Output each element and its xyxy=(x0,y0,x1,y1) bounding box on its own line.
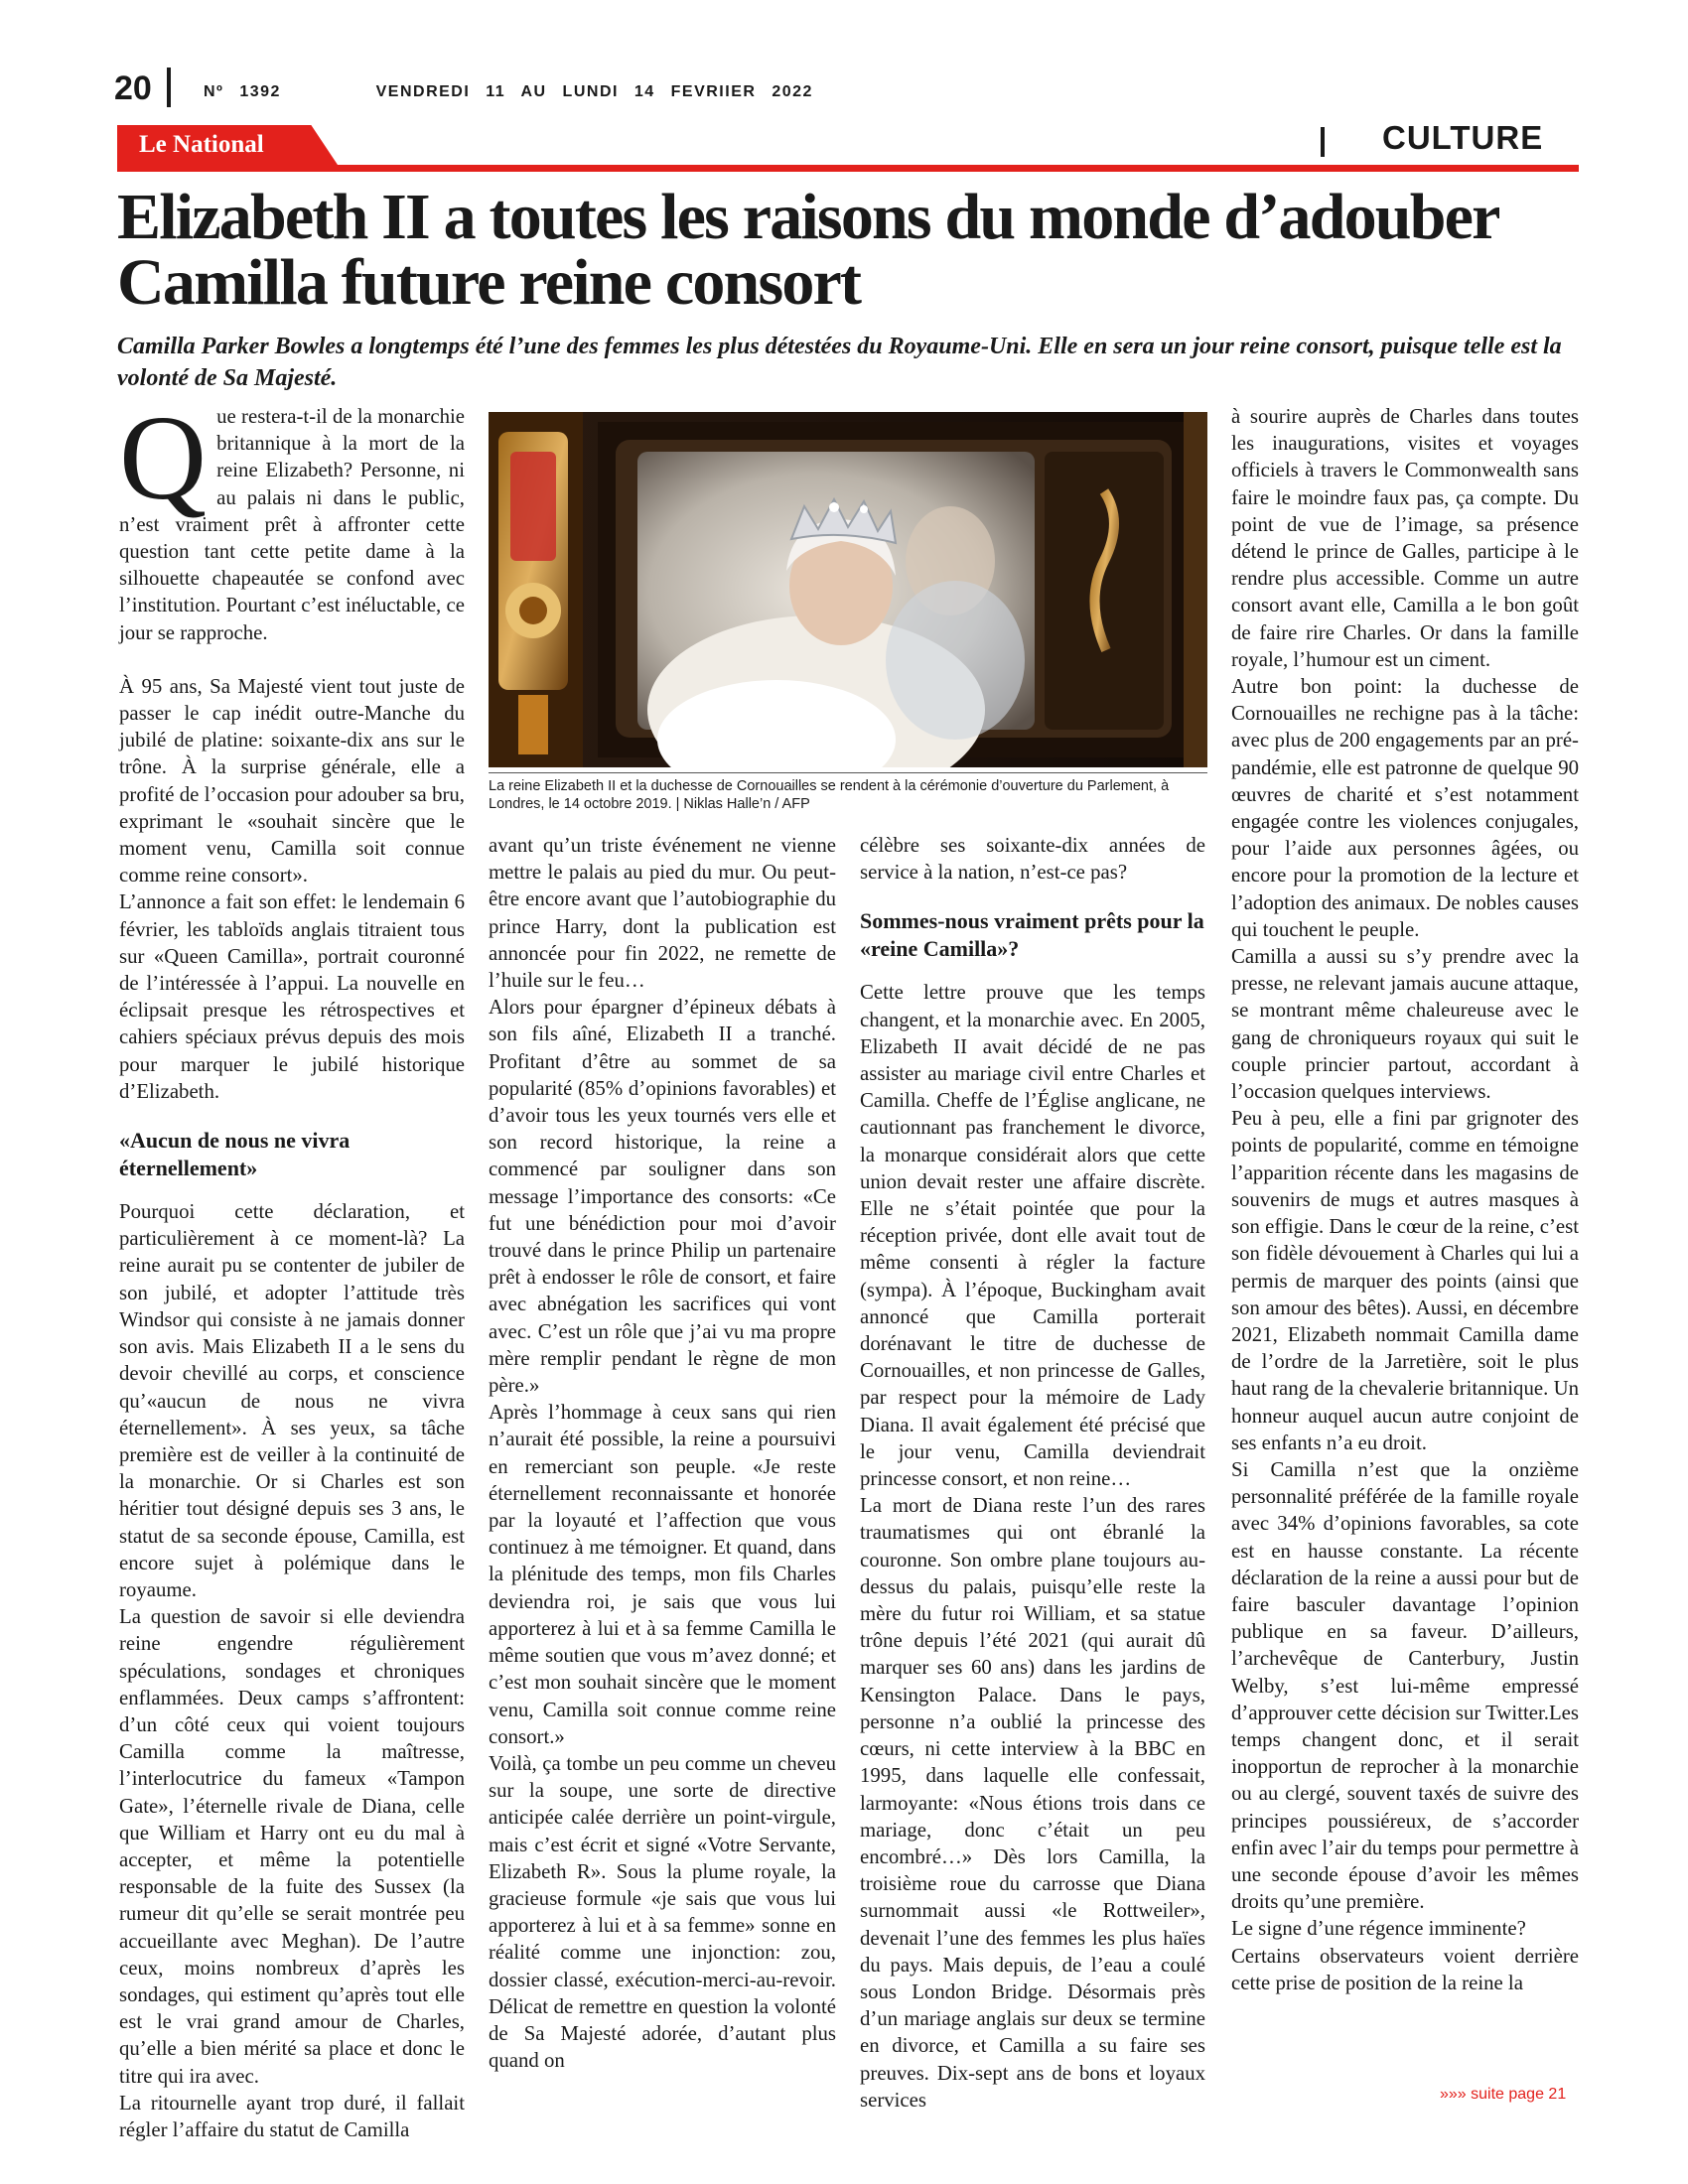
issue-number: Nº 1392 xyxy=(204,83,281,100)
paragraph: Pourquoi cette déclaration, et particulièrement à ce moment-là? La reine aurait pu se contenter de jubiler de son jubilé, et adopter l’attitude très Windsor qui consiste à ne jamais donner son avis. Mais Elizabeth II a le sens du devoir chevillé au corps, et conscience qu’«aucun de nous ne vivra éternellement». À ses yeux, sa tâche première est de veiller à la continuité de la monarchie. Or si Charles est son héritier tout désigné depuis ses 3 ans, le statut de sa seconde épouse, Camilla, est encore sujet à polémique dans le royaume. xyxy=(119,1200,465,1601)
paragraph: Alors pour épargner d’épineux débats à son fils aîné, Elizabeth II a tranché. Profitant d’être au sommet de sa popularité (85% d’opinions favorables) et d’avoir tous les yeux tournés vers elle et son record historique, la reine a commencé par souligner dans son message l’importance des consorts: «Ce fut une bénédiction pour moi d’avoir trouvé dans le prince Philip un partenaire prêt à endosser le rôle de consort, et faire avec abnégation les sacrifices qui vont avec. C’est un rôle que j’ai vu ma propre mère remplir pendant le règne de mon père.» xyxy=(489,996,836,1398)
paragraph: avant qu’un triste événement ne vienne mettre le palais au pied du mur. Ou peut-être encore avant que l’autobiographie du prince Harry, dont la publication est annoncée pour fin 2022, ne remette de l’huile sur le feu… xyxy=(489,834,836,993)
lead-paragraph-text: ue restera-t-il de la monarchie britannique à la mort de la reine Elizabeth? Personne, ni au palais ni dans le public, n’est vraiment prêt à affronter cette question tant cette petite dame à la silhouette chapeautée se confond avec l’institution. Pourtant c’est inéluctable, ce jour se rapproche. xyxy=(119,405,465,644)
photo-caption: La reine Elizabeth II et la duchesse de Cornouailles se rendent à la cérémonie d’ouverture du Parlement, à Londres, le 14 octobre 2019. | Niklas Halle’n / AFP xyxy=(489,778,1170,812)
brand-tab xyxy=(117,125,338,165)
column-4 xyxy=(1231,403,1579,1996)
headline xyxy=(117,181,1587,319)
rubric-divider xyxy=(1321,127,1325,157)
subheading: Sommes-nous vraiment prêts pour la «reine Camilla»? xyxy=(860,908,1204,962)
subheading: «Aucun de nous ne vivra éternellement» xyxy=(119,1128,351,1181)
issue-date-line xyxy=(204,83,813,101)
paragraph: Le signe d’une régence imminente? xyxy=(1231,1917,1526,1941)
paragraph: Autre bon point: la duchesse de Cornouailles ne rechigne pas à la tâche: avec plus de 200 engagements par an pré-pandémie, elle est patronne de quelque 90 œuvres de charité et s’est notamment engagée contre les violences conjugales, pour l’aide aux personnes âgées, ou encore pour la promotion de la lecture et l’adoption des animaux. De nobles causes qui touchent le peuple. xyxy=(1231,675,1579,941)
paragraph: Si Camilla n’est que la onzième personnalité préférée de la famille royale avec 34% d’opinions favorables, sa cote est en hausse constante. La récente déclaration de la reine a aussi pour but de faire basculer davantage l’opinion publique en sa faveur. D’ailleurs, l’archevêque de Canterbury, Justin Welby, s’est lui-même empressé d’approuver cette décision sur Twitter.Les temps changent donc, et il serait inopportun de reprocher à la monarchie ou au clergé, souvent taxés de suivre des principes poussiéreux, de s’accorder enfin avec l’air du temps pour permettre à une seconde épouse d’avoir les mêmes droits qu’une première. xyxy=(1231,1457,1579,1914)
paragraph: Voilà, ça tombe un peu comme un cheveu sur la soupe, une sorte de directive anticipée calée derrière un point-virgule, mais c’est écrit et signé «Votre Servante, Elizabeth R». Sous la plume royale, la gracieuse formule «je sais que vous lui apporterez à lui et à sa femme» sonne en réalité comme une injonction: zou, dossier classé, exécution-merci-au-revoir. Délicat de remettre en question la volonté de Sa Majesté adorée, d’autant plus quand on xyxy=(489,1751,836,2073)
headline-line-1: Elizabeth II a toutes les raisons du monde d’adouber xyxy=(117,181,1499,253)
header-rule xyxy=(117,165,1579,172)
paragraph: Peu à peu, elle a fini par grignoter des points de popularité, comme en témoigne l’apparition récente dans les magasins de souvenirs de mugs et autres masques à son effigie. Dans le cœur de la reine, c’est son fidèle dévouement à Charles qui lui a permis de marquer des points (ainsi que son amour des bêtes). Aussi, en décembre 2021, Elizabeth nommait Camilla dame de l’ordre de la Jarretière, soit le plus haut rang de la chevalerie britannique. Un honneur auquel aucun autre conjoint de ses enfants n’a eu droit. xyxy=(1231,1107,1579,1454)
headline-line-2: Camilla future reine consort xyxy=(117,246,861,319)
paragraph: La mort de Diana reste l’un des rares traumatismes qui ont ébranlé la couronne. Son ombre plane toujours au-dessus du palais, puisqu’elle reste la mère du futur roi William, et sa statue trône depuis l’été 2021 (qui aurait dû marquer ses 60 ans) dans les jardins de Kensington Palace. Dans le pays, personne n’a oublié la princesse des cœurs, ni cette interview à la BBC en 1995, dans laquelle elle confessait, larmoyante: «Nous étions trois dans ce mariage, donc c’était un peu encombré…» Dès lors Camilla, la troisième roue du carrosse que Diana surnommait aussi «le Rottweiler», devenait l’une des femmes les plus haïes du pays. Mais depuis, de l’eau a coulé sous London Bridge. Désormais près d’un mariage anglais sur deux se termine en divorce, et Camilla a su faire ses preuves. Dix-sept ans de bons et loyaux services xyxy=(860,1494,1205,2112)
section-rubric: CULTURE xyxy=(1382,119,1544,156)
paragraph: L’annonce a fait son effet: le lendemain 6 février, les tabloïds anglais titraient tous sur «Queen Camilla», portrait couronné de l’intéressée à l’appui. La nouvelle en éclipsait presque les rétrospectives et cahiers spéciaux prévus depuis des mois pour marquer le jubilé historique d’Elizabeth. xyxy=(119,890,465,1103)
paragraph: La question de savoir si elle deviendra reine engendre régulièrement spéculations, sondages et chroniques enflammées. Deux camps s’affrontent: d’un côté ceux qui voient toujours Camilla comme la maîtresse, l’interlocutrice du fameux «Tampon Gate», l’éternelle rivale de Diana, celle que William et Harry ont eu du mal à accepter, et même la potentielle responsable de la fuite des Sussex (la rumeur dit qu’elle se serait montrée peu accueillante avec Meghan). De l’autre ceux, moins nombreux d’après les sondages, qui estiment qu’après tout elle est le vrai grand amour de Charles, qu’elle a bien mérité sa place et donc le titre qui ira avec. xyxy=(119,1605,465,2088)
column-3 xyxy=(860,832,1205,2114)
paragraph: Cette lettre prouve que les temps changent, et la monarchie avec. En 2005, Elizabeth II avait décidé de ne pas assister au mariage civil entre Charles et Camilla. Cheffe de l’Église anglicane, ne cautionnant pas franchement le divorce, la monarque considérait alors que cette union devait rester une affaire discrète. Elle ne s’était pointée que pour la réception privée, dont elle avait tout de même consenti à régler la facture (sympa). À l’époque, Buckingham avait annoncé que Camilla porterait dorénavant le titre de duchesse de Cornouailles, et non princesse de Galles, par respect pour la mémoire de Lady Diana. Il avait également été précisé que le jour venu, Camilla deviendrait princesse consort, et non reine… xyxy=(860,981,1205,1491)
continued-link[interactable]: »»» suite page 21 xyxy=(1440,2086,1567,2103)
lead-paragraph xyxy=(119,391,465,646)
column-2 xyxy=(489,832,836,2074)
issue-date: VENDREDI 11 AU LUNDI 14 FEVRIIER 2022 xyxy=(375,83,813,100)
paragraph: à sourire auprès de Charles dans toutes les inaugurations, visites et voyages officiels à travers le Commonwealth sans faire le moindre faux pas, ça compte. Du point de vue de l’image, sa présence détend le prince de Galles, participe à le rendre plus accessible. Comme un autre consort avant elle, Camilla a le bon goût de faire rire Charles. Or dans la famille royale, l’humour est un ciment. xyxy=(1231,405,1579,671)
paragraph: La ritournelle ayant trop duré, il fallait régler l’affaire du statut de Camilla xyxy=(119,2091,465,2141)
page-number-divider xyxy=(167,68,171,107)
paragraph: célèbre ses soixante-dix années de service à la nation, n’est-ce pas? xyxy=(860,834,1205,885)
paragraph: Certains observateurs voient derrière cette prise de position de la reine la xyxy=(1231,1944,1579,1994)
page-number: 20 xyxy=(114,69,152,107)
brand-logo: Le National xyxy=(139,131,264,158)
paragraph: À 95 ans, Sa Majesté vient tout juste de passer le cap inédit outre-Manche du jubilé de platine: soixante-dix ans sur le trône. À la surprise générale, elle a profité de l’occasion pour adouber sa bru, exprimant le «souhait sincère que le moment venu, Camilla soit connue comme reine consort». xyxy=(119,674,465,887)
dropcap: Q xyxy=(119,391,208,525)
standfirst: Camilla Parker Bowles a longtemps été l’une des femmes les plus détestées du Royaume-Uni. Elle en sera un jour reine consort, puisque telle est la volonté de Sa Majesté. xyxy=(117,334,1562,391)
paragraph: Camilla a aussi su s’y prendre avec la presse, ne relevant jamais aucune attaque, se montrant même chaleureuse avec le gang de chroniqueurs royaux qui suit le couple princier partout, accordant à l’occasion quelques interviews. xyxy=(1231,945,1579,1104)
article-photo xyxy=(489,412,1207,767)
caption-rule xyxy=(489,772,1207,773)
column-1 xyxy=(119,391,465,2143)
paragraph: Après l’hommage à ceux sans qui rien n’aurait été possible, la reine a poursuivi en remerciant son peuple. «Je reste éternellement reconnaissante et honorée par la loyauté et l’affection que vous continuez à me témoigner. Et quand, dans la plénitude des temps, mon fils Charles deviendra roi, je sais que vous lui apporterez à lui et à sa femme Camilla le même soutien que vous m’avez donné; et c’est mon souhait sincère que le moment venu, Camilla soit connue comme reine consort.» xyxy=(489,1401,836,1748)
